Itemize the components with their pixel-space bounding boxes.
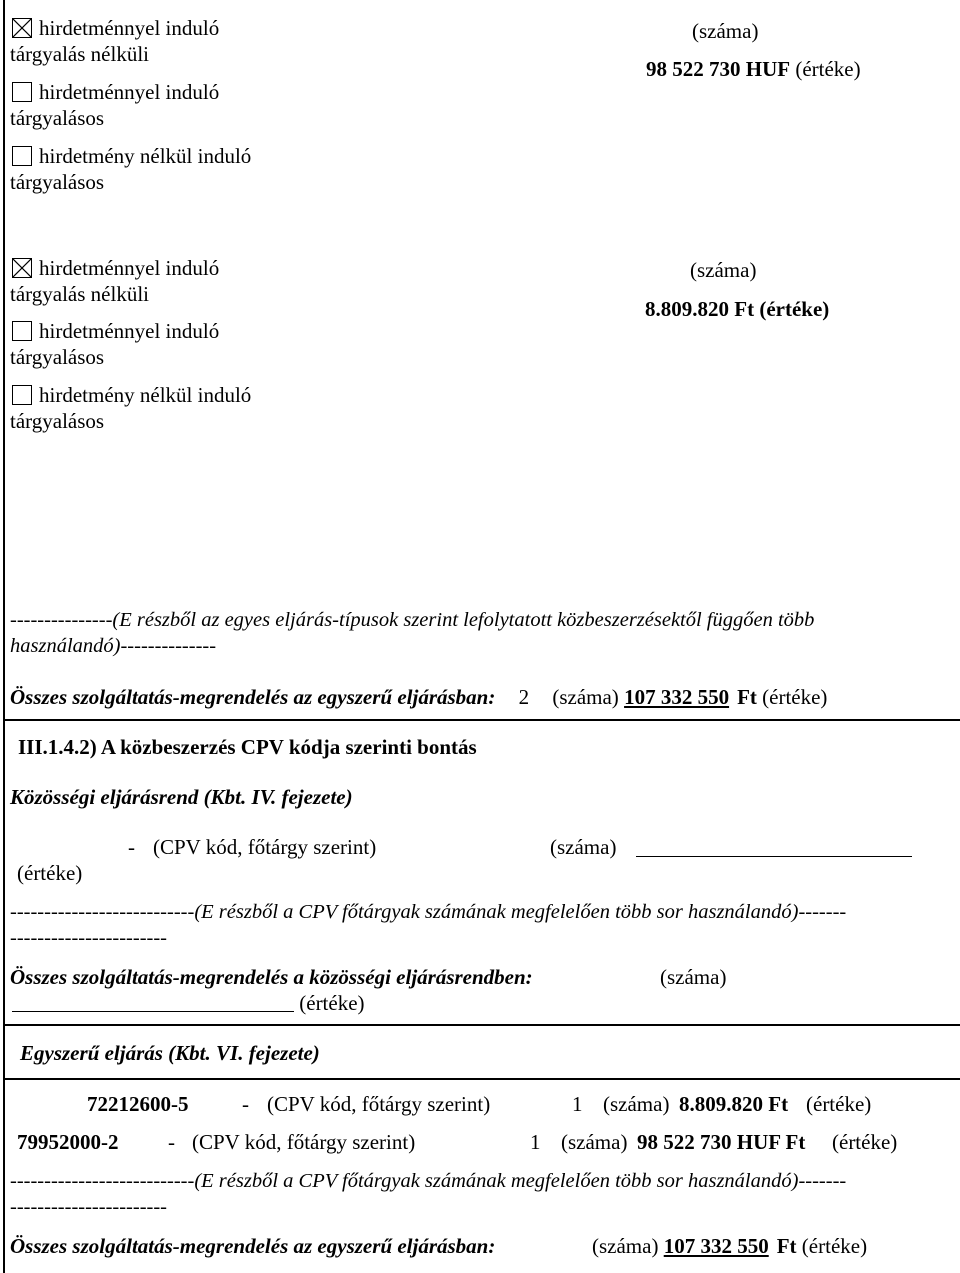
note-line: ---------------------------(E részből a CPV főtárgyak számának megfelelően több sor használandó)------- <box>10 901 847 923</box>
option-label: hirdetménnyel induló <box>39 319 220 343</box>
section-heading: III.1.4.2) A közbeszerzés CPV kódja szerinti bontás <box>18 735 477 759</box>
total-label: Összes szolgáltatás-megrendelés az egyszerű eljárásban: <box>10 685 496 709</box>
cpv-count: 1 <box>572 1092 583 1116</box>
total-count: 2 <box>518 685 530 709</box>
total-currency: Ft <box>776 1234 797 1258</box>
option-label: hirdetmény nélkül induló <box>39 383 252 407</box>
option-label: hirdetmény nélkül induló <box>39 144 252 168</box>
cpv-label: (CPV kód, főtárgy szerint) <box>192 1130 416 1154</box>
option-label-cont: tárgyalás nélküli <box>10 282 149 306</box>
note-line: ---------------(E részből az egyes eljárás-típusok szerint lefolytatott közbeszerzésektől függően több <box>10 609 815 631</box>
option-row[interactable] <box>12 15 219 41</box>
checkbox-empty-icon[interactable] <box>12 321 32 341</box>
simple-heading: Egyszerű eljárás (Kbt. VI. fejezete) <box>20 1041 320 1065</box>
value-blank-field[interactable] <box>12 991 294 1012</box>
value-label: (értéke) <box>801 1234 868 1258</box>
value-label: (értéke) <box>762 685 828 709</box>
total-value-line <box>592 1233 867 1259</box>
note-line: ----------------------- <box>10 927 168 949</box>
value-label: (értéke) <box>299 991 365 1015</box>
value-label: (értéke) <box>795 57 861 81</box>
option-row[interactable] <box>12 318 219 344</box>
count-label: (száma) <box>552 685 619 709</box>
total-label: Összes szolgáltatás-megrendelés az egyszerű eljárásban: <box>10 1234 496 1258</box>
value: 98 522 730 HUF <box>646 57 791 81</box>
count-label: (száma) <box>660 965 727 989</box>
divider-line <box>3 1024 960 1026</box>
count-label: (száma) <box>690 258 757 282</box>
note-line: ---------------------------(E részből a CPV főtárgyak számának megfelelően több sor használandó)------- <box>10 1170 847 1192</box>
option-label-cont: tárgyalásos <box>10 106 105 130</box>
option-label-cont: tárgyalásos <box>10 409 105 433</box>
option-label-cont: tárgyalás nélküli <box>10 42 149 66</box>
count-label: (száma) <box>692 19 759 43</box>
divider-line <box>3 1078 960 1080</box>
cpv-label: (CPV kód, főtárgy szerint) <box>267 1092 491 1116</box>
option-label: hirdetménnyel induló <box>39 16 220 40</box>
option-label: hirdetménnyel induló <box>39 256 220 280</box>
option-row[interactable] <box>12 382 251 408</box>
value: 8.809.820 Ft (értéke) <box>645 297 830 321</box>
total-value: 107 332 550 <box>624 685 730 709</box>
value-label: (értéke) <box>806 1092 872 1116</box>
count-label: (száma) <box>550 835 617 859</box>
count-label: (száma) <box>561 1130 628 1154</box>
community-heading: Közösségi eljárásrend (Kbt. IV. fejezete) <box>10 785 353 809</box>
checkbox-checked-icon[interactable] <box>12 18 32 38</box>
note-line: ----------------------- <box>10 1196 168 1218</box>
cpv-dash: - <box>242 1092 249 1116</box>
checkbox-empty-icon[interactable] <box>12 82 32 102</box>
value-line <box>646 56 861 82</box>
cpv-dash: - <box>168 1130 175 1154</box>
cpv-value: 98 522 730 HUF Ft <box>637 1130 806 1154</box>
option-row[interactable] <box>12 79 219 105</box>
cpv-count: 1 <box>530 1130 541 1154</box>
note-line: használandó)-------------- <box>10 635 217 657</box>
total-currency: Ft <box>737 685 757 709</box>
total-simple-row <box>10 684 827 710</box>
checkbox-empty-icon[interactable] <box>12 385 32 405</box>
value-label: (értéke) <box>17 861 83 885</box>
count-blank-field[interactable] <box>636 834 912 861</box>
option-label: hirdetménnyel induló <box>39 80 220 104</box>
option-label-cont: tárgyalásos <box>10 345 105 369</box>
cpv-value: 8.809.820 Ft <box>679 1092 789 1116</box>
value-label: (értéke) <box>832 1130 898 1154</box>
total-label: Összes szolgáltatás-megrendelés a közösségi eljárásrendben: <box>10 965 533 989</box>
checkbox-checked-icon[interactable] <box>12 258 32 278</box>
option-row[interactable] <box>12 143 251 169</box>
cpv-dash: - <box>128 835 135 859</box>
total-value: 107 332 550 <box>663 1234 769 1258</box>
value-blank-line <box>12 990 365 1016</box>
left-border <box>3 0 5 1273</box>
cpv-code: 79952000-2 <box>17 1130 119 1154</box>
option-label-cont: tárgyalásos <box>10 170 105 194</box>
count-label: (száma) <box>592 1234 659 1258</box>
checkbox-empty-icon[interactable] <box>12 146 32 166</box>
option-row[interactable] <box>12 255 219 281</box>
count-label: (száma) <box>603 1092 670 1116</box>
divider-line <box>3 719 960 721</box>
cpv-label: (CPV kód, főtárgy szerint) <box>153 835 377 859</box>
cpv-code: 72212600-5 <box>87 1092 189 1116</box>
